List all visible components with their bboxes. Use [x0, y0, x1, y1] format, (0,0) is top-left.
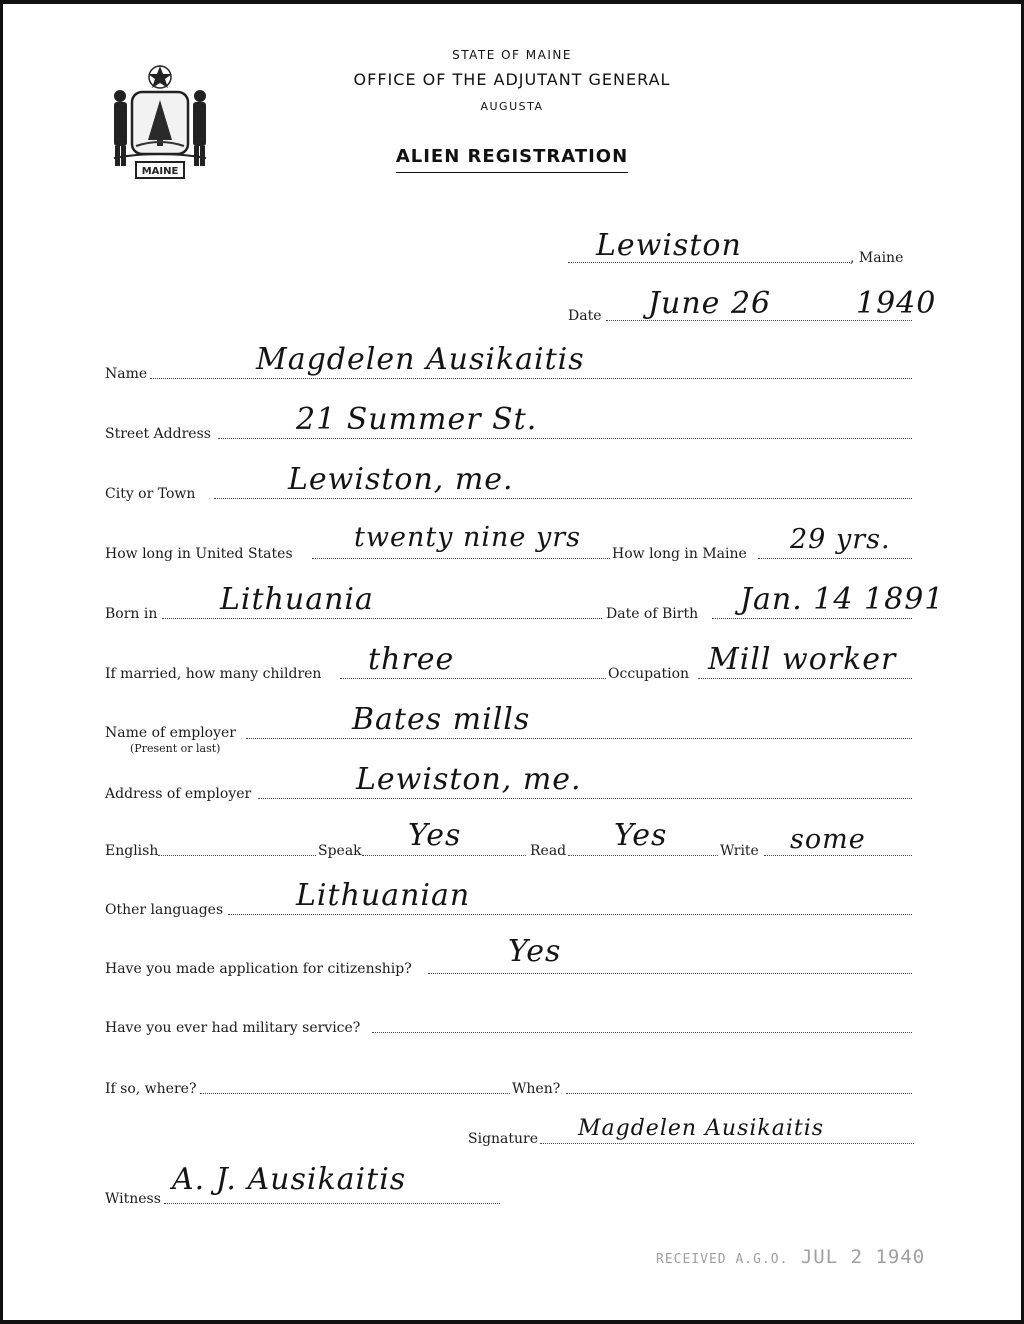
city-value[interactable]: Lewiston, me. — [288, 462, 514, 497]
born-in-value[interactable]: Lithuania — [220, 582, 374, 617]
place-suffix-label: , Maine — [850, 250, 904, 266]
witness-value[interactable]: A. J. Ausikaitis — [172, 1162, 407, 1197]
witness-line — [164, 1203, 500, 1204]
military-label: Have you ever had military service? — [105, 1020, 361, 1036]
maine-seal-icon — [106, 62, 214, 186]
occupation-line — [698, 678, 912, 679]
header-state: STATE OF MAINE — [452, 48, 572, 62]
place-value[interactable]: Lewiston — [596, 228, 742, 263]
born-in-line — [162, 618, 602, 619]
other-languages-value[interactable]: Lithuanian — [296, 878, 471, 913]
how-long-maine-value[interactable]: 29 yrs. — [790, 524, 891, 555]
how-long-maine-label: How long in Maine — [612, 546, 747, 562]
street-address-value[interactable]: 21 Summer St. — [296, 402, 538, 437]
city-line — [214, 498, 912, 499]
witness-label: Witness — [105, 1191, 161, 1207]
name-label: Name — [105, 366, 148, 382]
employer-value[interactable]: Bates mills — [352, 702, 531, 737]
form-title: ALIEN REGISTRATION — [300, 146, 724, 173]
citizenship-line — [428, 973, 912, 974]
born-in-label: Born in — [105, 606, 158, 622]
signature-line — [540, 1143, 914, 1144]
occupation-label: Occupation — [608, 666, 690, 682]
signature-label: Signature — [468, 1131, 539, 1147]
where-line — [200, 1093, 510, 1094]
children-line — [340, 678, 606, 679]
employer-label: Name of employer — [105, 725, 236, 741]
city-label: City or Town — [105, 486, 196, 502]
name-line — [150, 378, 912, 379]
children-value[interactable]: three — [368, 642, 455, 677]
citizenship-label: Have you made application for citizenship? — [105, 961, 412, 977]
read-label: Read — [530, 843, 567, 859]
when-line — [566, 1093, 912, 1094]
employer-address-label: Address of employer — [105, 786, 252, 802]
date-of-birth-line — [712, 618, 912, 619]
how-long-us-line — [312, 558, 610, 559]
other-languages-label: Other languages — [105, 902, 224, 918]
date-of-birth-label: Date of Birth — [606, 606, 699, 622]
speak-value[interactable]: Yes — [408, 818, 462, 853]
employer-sublabel: (Present or last) — [130, 742, 221, 755]
street-address-line — [218, 438, 912, 439]
received-stamp-prefix: RECEIVED A.G.O. — [656, 1252, 789, 1267]
other-languages-line — [228, 914, 912, 915]
received-stamp-date: JUL 2 1940 — [800, 1246, 926, 1268]
speak-label: Speak — [318, 843, 362, 859]
english-label: English — [105, 843, 159, 859]
signature-value[interactable]: Magdelen Ausikaitis — [578, 1116, 825, 1141]
read-value[interactable]: Yes — [614, 818, 668, 853]
read-line — [568, 855, 718, 856]
received-stamp — [656, 1246, 925, 1268]
english-line — [158, 855, 316, 856]
write-value[interactable]: some — [790, 824, 866, 855]
name-value[interactable]: Magdelen Ausikaitis — [256, 342, 585, 377]
write-label: Write — [720, 843, 759, 859]
speak-line — [362, 855, 526, 856]
occupation-value[interactable]: Mill worker — [708, 642, 897, 677]
employer-line — [246, 738, 912, 739]
seal-banner-text: MAINE — [141, 166, 179, 177]
children-label: If married, how many children — [105, 666, 322, 682]
how-long-us-label: How long in United States — [105, 546, 293, 562]
military-line — [372, 1032, 912, 1033]
how-long-us-value[interactable]: twenty nine yrs — [354, 522, 582, 553]
when-label: When? — [512, 1081, 561, 1097]
employer-address-line — [258, 798, 912, 799]
date-year-value[interactable]: 1940 — [856, 286, 937, 321]
header-office: OFFICE OF THE ADJUTANT GENERAL — [353, 70, 671, 89]
date-of-birth-value[interactable]: Jan. 14 1891 — [740, 582, 945, 617]
street-address-label: Street Address — [105, 426, 211, 442]
date-month-day-value[interactable]: June 26 — [648, 286, 772, 321]
date-label: Date — [568, 308, 602, 324]
citizenship-value[interactable]: Yes — [508, 934, 562, 969]
where-label: If so, where? — [105, 1081, 197, 1097]
how-long-maine-line — [758, 558, 912, 559]
write-line — [764, 855, 912, 856]
employer-address-value[interactable]: Lewiston, me. — [356, 762, 582, 797]
header-city: AUGUSTA — [480, 100, 544, 113]
